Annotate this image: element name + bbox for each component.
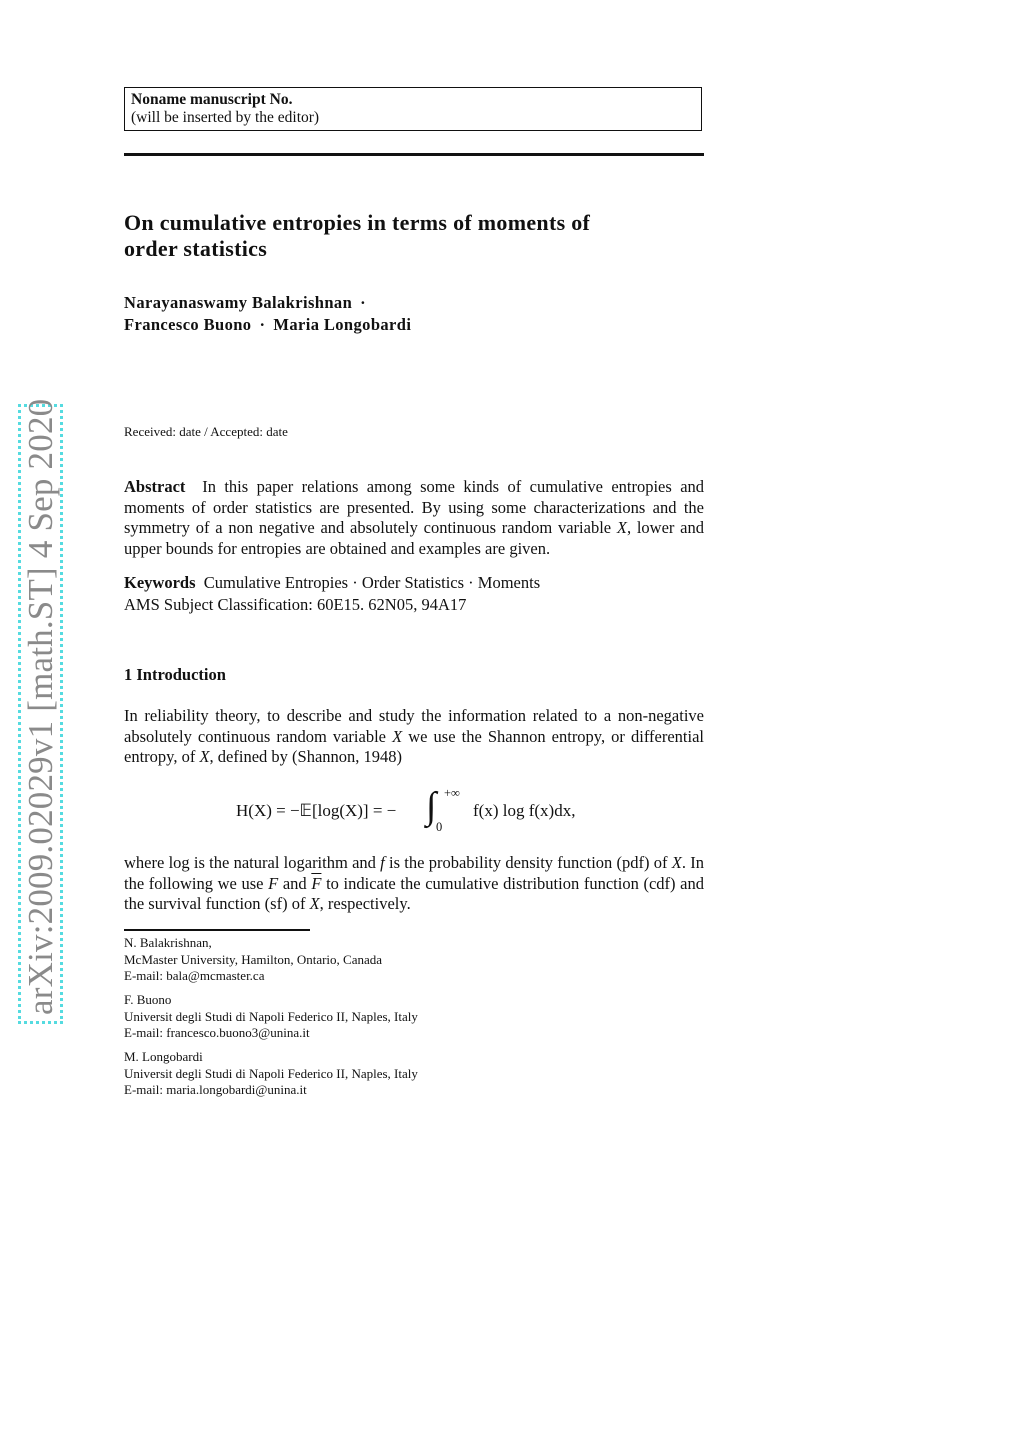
author-buono: Francesco Buono [124,315,252,334]
footnote-affiliation: Universit degli Studi di Napoli Federico II, Naples, Italy [124,1065,418,1081]
integral-upper-limit: +∞ [444,786,460,800]
keywords-label: Keywords [124,573,196,592]
ams-classification: AMS Subject Classification: 60E15. 62N05, 94A17 [124,595,467,614]
manuscript-number: Noname manuscript No. [131,91,293,108]
author-longobardi: Maria Longobardi [273,315,412,334]
title-line-1: On cumulative entropies in terms of moments of [124,210,591,235]
footnote-longobardi [124,1049,624,1099]
header-rule [124,153,704,156]
intro-text-1: In reliability theory, to describe and study the information related to a non-negative absolutely continuous random variable [124,706,704,746]
paper-title [124,210,704,262]
keywords [124,573,704,594]
def-text-3: . In the following we use [124,853,705,893]
def-text-5: to indicate the cumulative distribution function (cdf) and the survival function (sf) of [124,873,705,913]
footnote-balakrishnan [124,935,624,985]
def-text-1: where log is the natural logarithm and [124,853,376,872]
footnote-affiliation: McMaster University, Hamilton, Ontario, Canada [124,951,383,967]
footnote-buono [124,992,624,1042]
abstract-text-1: In this paper relations among some kinds of cumulative entropies and moments of order statistics are presented. By using some characterizations and the symmetry of a non negative and absolutely continuous random variable [124,477,705,537]
author-list [124,292,704,336]
def-text-6: , respectively. [319,894,411,913]
section-number: 1 [124,665,133,684]
author-balakrishnan: Narayanaswamy Balakrishnan [124,293,353,312]
author-separator: · [259,315,266,334]
footnote-affiliation: Universit degli Studi di Napoli Federico II, Naples, Italy [124,1008,418,1024]
def-text-2: is the probability density function (pdf) of [389,853,668,872]
footnote-rule [124,929,310,931]
intro-paragraph [124,706,704,768]
def-var-Fbar: $\overline{F}$ [311,873,322,893]
footnote-email: E-mail: maria.longobardi@unina.it [124,1082,307,1097]
section-title: Introduction [136,665,226,684]
keywords-text: Cumulative Entropies · Order Statistics · Moments [203,573,541,592]
abstract-var: X [616,518,627,537]
abstract [124,477,704,559]
abstract-label: Abstract [124,477,186,496]
shannon-entropy-equation [236,785,656,838]
equation-rhs: f(x) log f(x)dx, [473,801,576,820]
intro-var-2: X [199,747,210,766]
footnote-email: E-mail: francesco.buono3@unina.it [124,1025,310,1040]
footnote-name: N. Balakrishnan, [124,935,212,950]
intro-text-3: , defined by (Shannon, 1948) [209,747,403,766]
def-text-4: and [282,873,307,893]
def-var-x2: X [309,894,320,913]
intro-text-2: we use the Shannon entropy, or differential entropy, of [124,726,704,766]
title-line-2: order statistics [124,236,268,261]
footnote-name: M. Longobardi [124,1049,203,1064]
author-separator: · [360,293,367,312]
def-var-f: f [380,853,385,872]
footnote-name: F. Buono [124,992,172,1007]
def-var-F: F [268,873,279,893]
footnote-email: E-mail: bala@mcmaster.ca [124,968,265,983]
def-var-x1: X [671,853,682,872]
manuscript-box [124,87,702,131]
editor-note: (will be inserted by the editor) [131,109,320,126]
section-heading [124,665,226,685]
intro-var-1: X [392,726,403,746]
arxiv-stamp[interactable]: arXiv:2009.02029v1 [math.ST] 4 Sep 2020 [18,404,63,1024]
integral-sign: ∫ [426,785,437,827]
integral-lower-limit: 0 [436,820,443,834]
received-date: Received: date / Accepted: date [124,424,288,439]
abstract-text-2: , lower and upper bounds for entropies are obtained and examples are given. [124,518,704,558]
definitions-paragraph [124,853,704,915]
equation-lhs: H(X) = −𝔼[log(X)] = − [236,801,397,820]
